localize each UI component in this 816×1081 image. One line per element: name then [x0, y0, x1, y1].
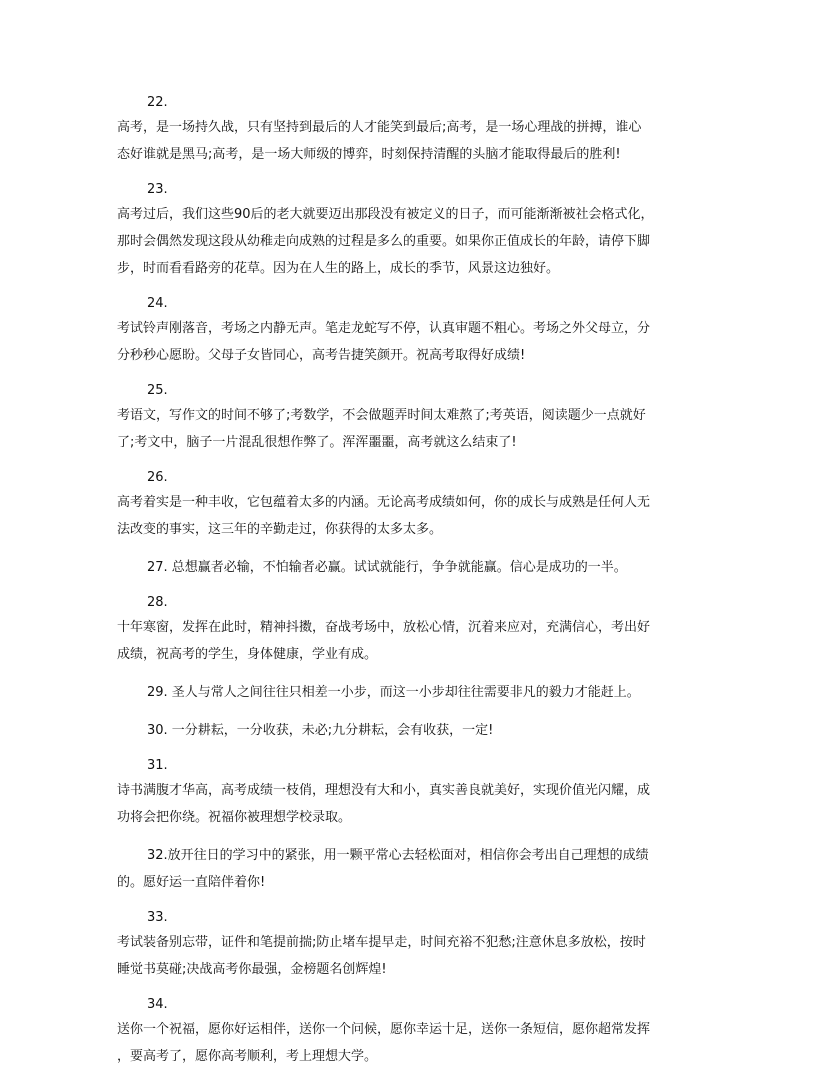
entry-text-line: 分秒秒心愿盼。父母子女皆同心，高考告捷笑颜开。祝高考取得好成绩!	[117, 348, 526, 363]
entry-text-line: 成绩，祝高考的学生，身体健康，学业有成。	[117, 647, 378, 662]
entry-number: 31.	[147, 758, 168, 773]
entry-number: 34.	[147, 997, 168, 1012]
entry-text-line: ，要高考了，愿你高考顺利，考上理想大学。	[117, 1049, 378, 1064]
quote-entry	[117, 717, 701, 744]
entry-text-line: 高考，是一场持久战，只有坚持到最后的人才能笑到最后;高考，是一场心理战的拼搏，谁心	[117, 120, 642, 135]
entry-text-line: 步，时而看看路旁的花草。因为在人生的路上，成长的季节，风景这边独好。	[117, 261, 560, 276]
quote-entry	[117, 380, 701, 456]
entry-text-line: 考语文，写作文的时间不够了;考数学，不会做题弄时间太难熬了;考英语，阅读题少一点就好	[117, 408, 646, 423]
entry-text-line: 十年寒窗，发挥在此时，精神抖擞，奋战考场中，放松心情，沉着来应对，充满信心，考出好	[117, 620, 651, 635]
entry-text-line: 睡觉书莫碰;决战高考你最强，金榜题名创辉煌!	[117, 962, 387, 977]
entry-text-line: 考试装备别忘带，证件和笔提前揣;防止堵车提早走，时间充裕不犯愁;注意休息多放松，按时	[117, 935, 646, 950]
entry-number: 22.	[147, 95, 168, 110]
quote-entry	[117, 907, 701, 983]
entry-text-line: 那时会偶然发现这段从幼稚走向成熟的过程是多么的重要。如果你正值成长的年龄，请停下脚	[117, 234, 651, 249]
entry-text-line: 功将会把你绕。祝福你被理想学校录取。	[117, 810, 352, 825]
quote-entry	[117, 592, 701, 668]
entry-number: 28.	[147, 595, 168, 610]
quote-entry	[117, 92, 701, 168]
document-body	[117, 92, 701, 1081]
quote-entry	[117, 467, 701, 543]
quote-entry	[117, 293, 701, 369]
entry-text-line: 高考过后，我们这些90后的老大就要迈出那段没有被定义的日子，而可能渐渐被社会格式化，	[117, 207, 654, 222]
quote-entry	[117, 679, 701, 706]
quote-entry	[117, 994, 701, 1070]
entry-inline-text: 30. 一分耕耘，一分收获，未必;九分耕耘，会有收获，一定!	[147, 723, 494, 738]
entry-inline-text: 27. 总想赢者必输，不怕输者必赢。试试就能行，争争就能赢。信心是成功的一半。	[147, 560, 627, 575]
quote-entry	[117, 755, 701, 831]
entry-text-line: 态好谁就是黑马;高考，是一场大师级的博弈，时刻保持清醒的头脑才能取得最后的胜利!	[117, 147, 621, 162]
entry-inline-text: 29. 圣人与常人之间往往只相差一小步，而这一小步却往往需要非凡的毅力才能赶上。	[147, 685, 640, 700]
entry-text-line: 的。愿好运一直陪伴着你!	[117, 875, 266, 890]
entry-text-line: 法改变的事实，这三年的辛勤走过，你获得的太多太多。	[117, 522, 443, 537]
entry-text-line: 了;考文中，脑子一片混乱很想作弊了。浑浑噩噩，高考就这么结束了!	[117, 435, 517, 450]
entry-text-line: 考试铃声刚落音，考场之内静无声。笔走龙蛇写不停，认真审题不粗心。考场之外父母立，分	[117, 321, 651, 336]
quote-entry	[117, 554, 701, 581]
entry-text-line: 32.放开往日的学习中的紧张，用一颗平常心去轻松面对，相信你会考出自己理想的成绩	[147, 848, 649, 863]
entry-number: 25.	[147, 383, 168, 398]
entry-number: 23.	[147, 182, 168, 197]
entry-text-line: 送你一个祝福，愿你好运相伴，送你一个问候，愿你幸运十足，送你一条短信，愿你超常发挥	[117, 1022, 651, 1037]
quote-entry	[117, 179, 701, 282]
entry-number: 33.	[147, 910, 168, 925]
entry-number: 24.	[147, 296, 168, 311]
quote-entry	[117, 842, 701, 896]
entry-text-line: 高考着实是一种丰收，它包蕴着太多的内涵。无论高考成绩如何，你的成长与成熟是任何人无	[117, 495, 651, 510]
entry-text-line: 诗书满腹才华高，高考成绩一枝俏，理想没有大和小，真实善良就美好，实现价值光闪耀，成	[117, 783, 651, 798]
entry-number: 26.	[147, 470, 168, 485]
